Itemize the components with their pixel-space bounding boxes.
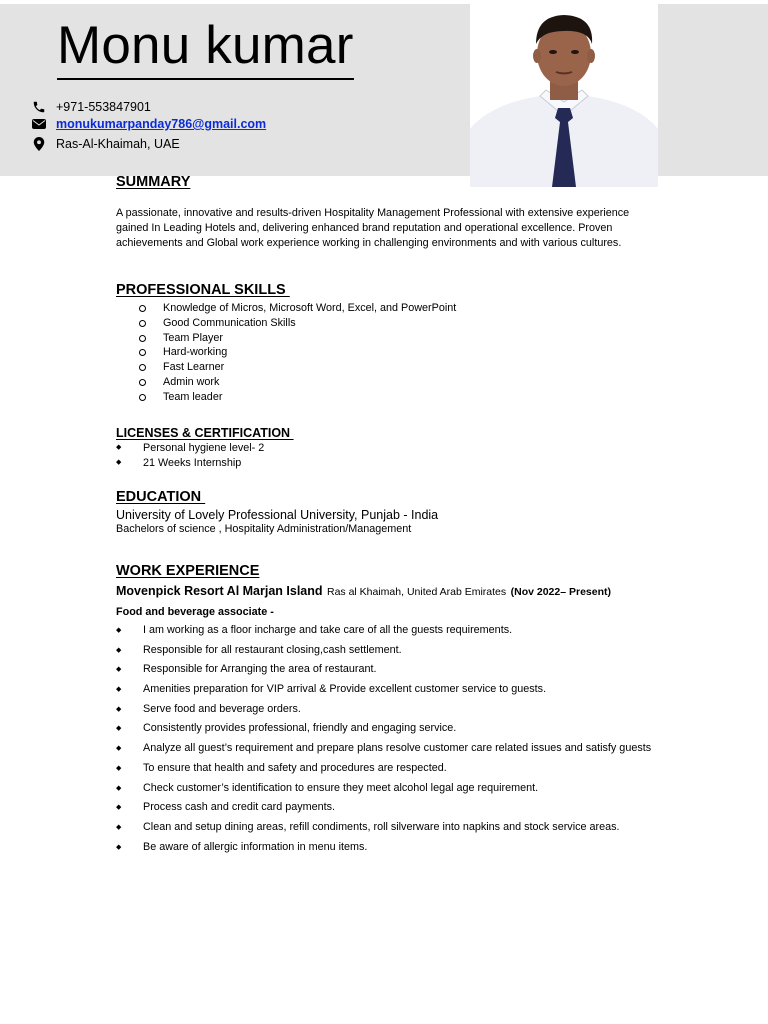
list-item: ◆ Clean and setup dining areas, refill condiments, roll silverware into napkins and stock service areas. [116,821,661,835]
list-item: Admin work [116,375,656,390]
email-link[interactable]: monukumarpanday786@gmail.com [56,117,267,131]
list-item: Good Communication Skills [116,316,656,331]
list-item: Knowledge of Micros, Microsoft Word, Excel, and PowerPoint [116,301,656,316]
licenses-list [116,441,656,471]
location-pin-icon [32,137,46,151]
education-degree: Bachelors of science , Hospitality Administration/Management [116,523,412,535]
summary-section [116,174,656,251]
work-company: Movenpick Resort Al Marjan Island [116,584,323,598]
location-text: Ras-Al-Khaimah, UAE [56,137,180,151]
skills-list [116,301,656,405]
list-item: Team Player [116,331,656,346]
list-item: Fast Learner [116,360,656,375]
summary-text: A passionate, innovative and results-driven Hospitality Management Professional with extensive experience gained In Leading Hotels and, delivering enhanced brand reputation and operational excellence. Proven achievements and Global work experience working in challenging environments and with various cultures. [116,207,630,249]
work-period: (Nov 2022– Present) [510,586,611,598]
work-section [116,563,661,860]
list-item: ◆ Responsible for Arranging the area of restaurant. [116,663,661,677]
skills-heading: PROFESSIONAL SKILLS [116,282,290,298]
work-location: Ras al Khaimah, United Arab Emirates [326,586,507,598]
list-item: ◆ Consistently provides professional, friendly and engaging service. [116,722,661,736]
phone-icon [32,100,46,114]
contact-location [32,135,180,153]
list-item: Hard-working [116,345,656,360]
education-heading: EDUCATION [116,489,206,505]
education-section [116,489,656,536]
list-item: ◆ Process cash and credit card payments. [116,801,661,815]
list-item: ◆ Check customer’s identification to ensure they meet alcohol legal age requirement. [116,782,661,796]
contact-email [32,115,266,133]
list-item: Team leader [116,390,656,405]
list-item: ◆ Amenities preparation for VIP arrival & Provide excellent customer service to guests. [116,683,661,697]
skills-section [116,282,656,405]
profile-photo [470,4,658,187]
list-item: ◆ I am working as a floor incharge and take care of all the guests requirements. [116,624,661,638]
list-item: ◆ Analyze all guest’s requirement and prepare plans resolve customer care related issues and satisfy guests [116,742,661,756]
list-item: ◆ Responsible for all restaurant closing,cash settlement. [116,644,661,658]
work-duties-list [116,624,661,854]
work-role: Food and beverage associate - [116,606,274,618]
list-item: ◆ 21 Weeks Internship [116,456,656,471]
work-employer-line [116,583,661,600]
email-icon [32,117,46,131]
list-item: ◆ Serve food and beverage orders. [116,703,661,717]
education-university: University of Lovely Professional University, Punjab - India [116,508,439,522]
phone-text: +971-553847901 [56,100,151,114]
list-item: ◆ Personal hygiene level- 2 [116,441,656,456]
work-heading: WORK EXPERIENCE [116,563,260,579]
licenses-heading: LICENSES & CERTIFICATION [116,426,294,440]
list-item: ◆ To ensure that health and safety and procedures are respected. [116,762,661,776]
licenses-section [116,426,656,471]
candidate-name: Monu kumar [57,14,354,80]
summary-heading: SUMMARY [116,174,191,190]
contact-phone [32,98,151,116]
list-item: ◆ Be aware of allergic information in menu items. [116,841,661,855]
